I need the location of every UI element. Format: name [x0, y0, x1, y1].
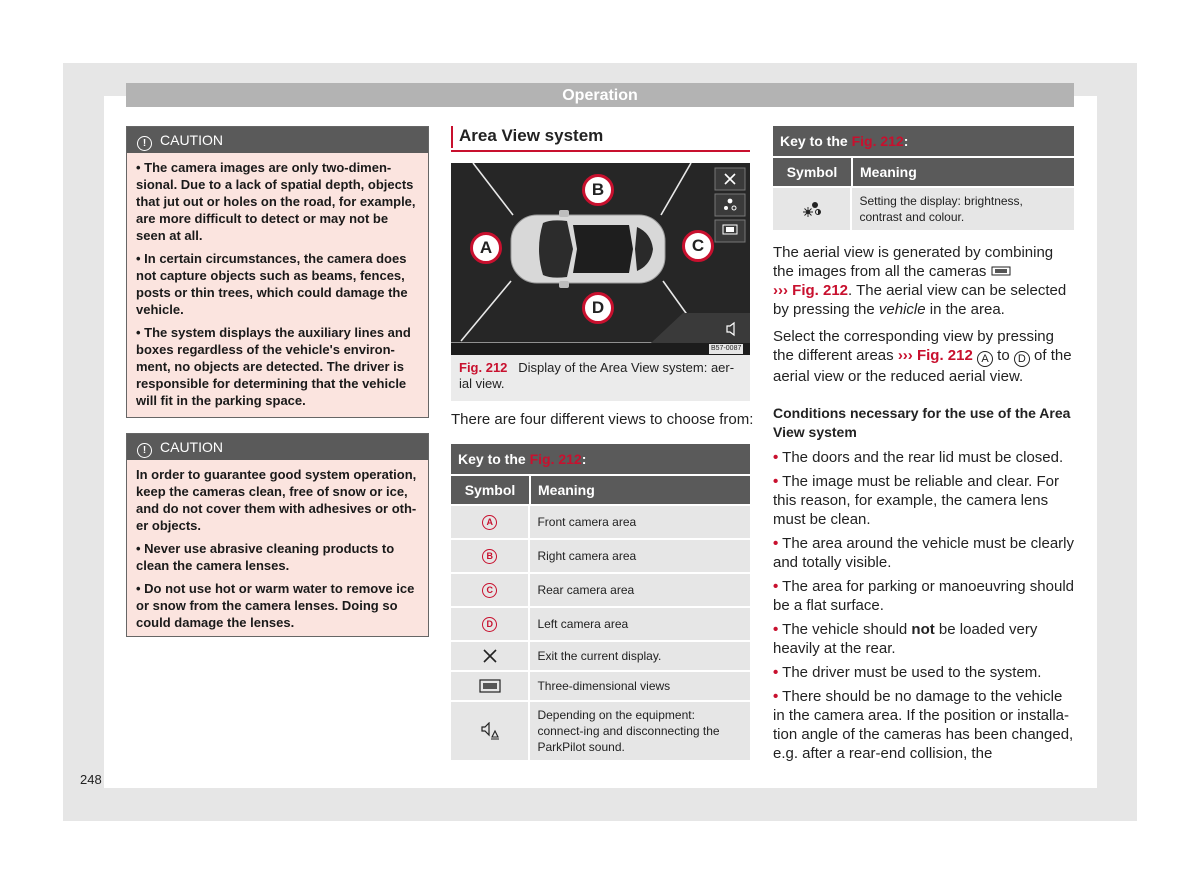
condition-item: • The area around the vehicle must be clearly and totally visible.: [773, 535, 1074, 571]
caution-icon: !: [137, 136, 152, 151]
brightness-contrast-icon: [801, 201, 823, 217]
condition-item: • The area for parking or manoeuvring should be a flat surface.: [773, 578, 1075, 614]
table-row: [451, 572, 750, 606]
caution-header: [127, 434, 428, 460]
figure-ref-link[interactable]: ››› Fig. 212: [897, 347, 973, 364]
caution-body: [127, 153, 428, 417]
circle-c-icon: C: [482, 583, 497, 598]
row-symbol: [451, 574, 530, 606]
caution-item: • In certain circumstances, the camera does not capture objects such as beams, fences, posts or thin trees, which could damage the vehicle.: [136, 251, 408, 317]
section-title: [451, 124, 750, 152]
row-meaning: Setting the display: brightness, contrast and colour.: [852, 188, 1074, 230]
circle-d-icon: D: [482, 617, 497, 632]
key-table-header: [773, 156, 1074, 186]
title-accent: [451, 126, 453, 148]
caution-item: • The camera images are only two-dimen-sional. Due to a lack of spatial depth, objects that jut out or holes on the road, for example, are more difficult to detect or may not be seen at all.: [136, 160, 416, 243]
row-symbol: [773, 188, 852, 230]
key-table-1: [451, 444, 750, 760]
col-symbol: Symbol: [451, 476, 531, 504]
area-label-c: C: [682, 230, 714, 262]
caution-item: • Never use abrasive cleaning products to clean the camera lenses.: [136, 541, 395, 573]
condition-item: • The driver must be used to the system.: [773, 664, 1042, 681]
section-title-text: Area View system: [459, 126, 604, 145]
circle-a-icon: A: [977, 351, 993, 367]
caution-item: • The system displays the auxiliary lines and boxes regardless of the vehicle's environ-ment, no objects are detected. The driver is responsible for determining that the vehicle will fit in the parking space.: [136, 325, 411, 408]
condition-item: • The image must be reliable and clear. For this reason, for example, the camera lens must be clean.: [773, 473, 1059, 528]
right-column-text: [773, 243, 1074, 763]
row-meaning: Front camera area: [530, 506, 750, 538]
figure-code: B57-0087: [711, 345, 742, 352]
table-row: [773, 186, 1074, 230]
circle-a-icon: A: [482, 515, 497, 530]
caution-item: In order to guarantee good system operation, keep the cameras clean, free of snow or ice, and do not cover them with adhesives or oth-er objects.: [136, 467, 417, 533]
figure-caption: [459, 360, 744, 392]
figure-ref-link[interactable]: ››› Fig. 212: [773, 282, 849, 299]
col-symbol: Symbol: [773, 158, 853, 186]
parkpilot-sound-icon: [479, 722, 501, 740]
circle-d-icon: D: [1014, 351, 1030, 367]
row-symbol: [451, 642, 530, 670]
row-meaning: Three-dimensional views: [530, 672, 750, 700]
row-meaning: Depending on the equipment: connect-ing and disconnecting the ParkPilot sound.: [530, 702, 750, 760]
caution-icon: !: [137, 443, 152, 458]
figure-ref: Fig. 212: [529, 451, 582, 467]
figure-caption-text: Display of the Area View system: aer-ial view.: [459, 360, 735, 391]
area-label-d: D: [582, 292, 614, 324]
page-number: 248: [80, 772, 102, 787]
table-row: [451, 670, 750, 700]
caution-item: • Do not use hot or warm water to remove ice or snow from the camera lenses. Doing so could damage the lenses.: [136, 581, 415, 630]
caution-header: [127, 127, 428, 153]
condition-item: • The doors and the rear lid must be closed.: [773, 449, 1064, 466]
row-symbol: [451, 672, 530, 700]
row-meaning: Rear camera area: [530, 574, 750, 606]
col-meaning: Meaning: [860, 164, 917, 180]
aerial-view-paragraph: The aerial view is generated by combining the images from all the cameras ››› Fig. 212. The aerial view can be selected by pressing the vehicle in the area.: [773, 244, 1067, 318]
table-row: [451, 606, 750, 640]
key-table-title: Key to the Fig. 212:: [773, 126, 1074, 156]
condition-item: • The vehicle should not be loaded very heavily at the rear.: [773, 621, 1038, 657]
conditions-title: Conditions necessary for the use of the Area View system: [773, 405, 1071, 440]
close-x-icon: [482, 648, 498, 664]
caution-label: CAUTION: [160, 132, 223, 148]
row-symbol: [451, 702, 530, 760]
row-symbol: [451, 608, 530, 640]
select-view-paragraph: Select the corresponding view by pressing the different areas ››› Fig. 212 A to D of the aerial view or the reduced aerial view.: [773, 328, 1072, 385]
figure-number: Fig. 212: [459, 360, 508, 375]
condition-item: • There should be no damage to the vehicle in the camera area. If the position or installa-tion angle of the cameras has been changed, e.g. after a rear-end collision, the: [773, 688, 1074, 762]
area-view-figure: [451, 163, 750, 355]
row-symbol: [451, 540, 530, 572]
key-table-header: [451, 474, 750, 504]
caution-label: CAUTION: [160, 439, 223, 455]
row-meaning: Left camera area: [530, 608, 750, 640]
row-meaning: Exit the current display.: [530, 642, 750, 670]
circle-b-icon: B: [482, 549, 497, 564]
section-header: Operation: [126, 83, 1074, 107]
table-row: [451, 640, 750, 670]
row-symbol: [451, 506, 530, 538]
views-intro: There are four different views to choose from:: [451, 411, 754, 428]
caution-box-2: [126, 433, 429, 637]
col-meaning: Meaning: [538, 482, 595, 498]
area-label-a: A: [470, 232, 502, 264]
caution-box-1: [126, 126, 429, 418]
3d-view-icon: [479, 679, 501, 693]
caution-body: [127, 460, 428, 639]
table-row: [451, 538, 750, 572]
car-top-view: [511, 210, 665, 288]
table-row: [451, 504, 750, 538]
table-row: [451, 700, 750, 760]
key-table-title: Key to the Fig. 212:: [451, 444, 750, 474]
3d-view-icon: [991, 266, 1011, 276]
key-table-2: [773, 126, 1074, 230]
area-label-b: B: [582, 174, 614, 206]
row-meaning: Right camera area: [530, 540, 750, 572]
figure-ref: Fig. 212: [851, 133, 904, 149]
